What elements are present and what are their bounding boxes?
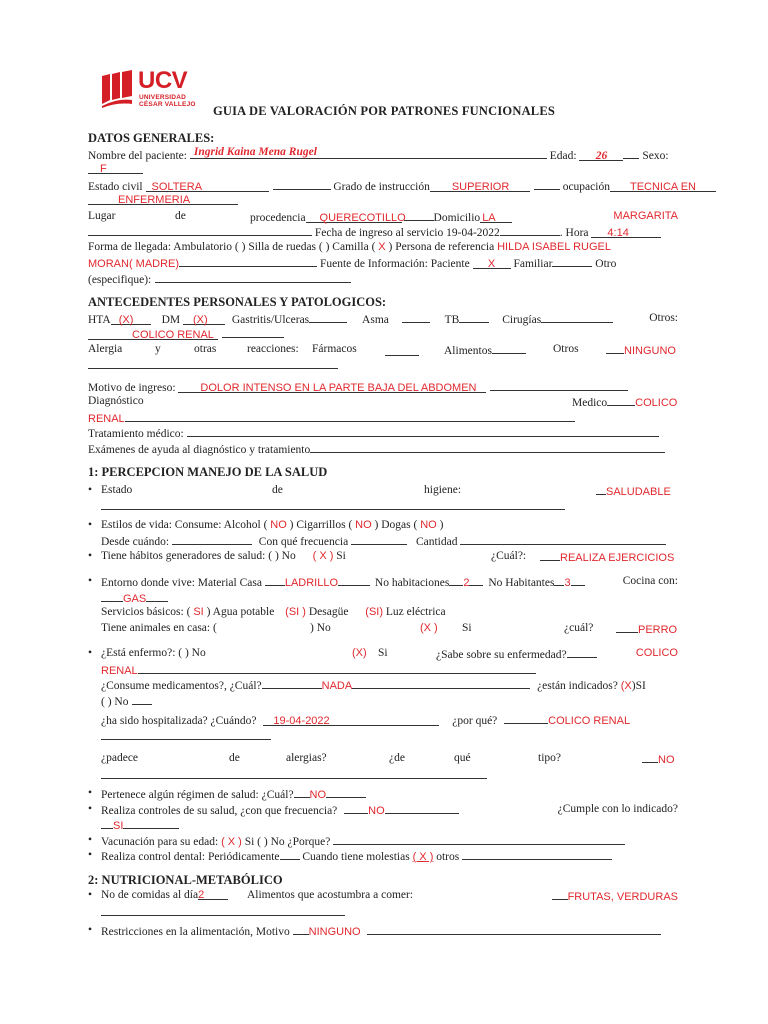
row-alergia-cont xyxy=(88,357,678,373)
label-otro: Otro xyxy=(595,258,617,270)
field-sabe[interactable] xyxy=(567,646,597,658)
value-drogas[interactable]: NO xyxy=(420,518,437,531)
field-hta[interactable] xyxy=(111,313,151,325)
row-regimen xyxy=(88,786,678,802)
label-animales-si: Si xyxy=(462,621,472,634)
section-nutricional: 2: NUTRICIONAL-METABÓLICO xyxy=(88,872,283,887)
label-servicios: Servicios básicos: ( xyxy=(101,606,191,618)
row-examenes xyxy=(88,441,678,457)
row-higiene xyxy=(88,483,678,499)
label-diagnostico: Diagnóstico xyxy=(88,395,144,407)
row-animales xyxy=(88,621,678,637)
field-ocupacion-cont[interactable] xyxy=(88,193,238,205)
value-comidas: 2 xyxy=(198,889,205,901)
field-ocupacion[interactable] xyxy=(610,180,716,192)
value-sexo: F xyxy=(100,163,107,175)
label-medicamentos: ¿Consume medicamentos?, ¿Cuál? xyxy=(101,680,262,692)
field-hospitalizada-cont[interactable] xyxy=(101,728,271,740)
bullet-icon: • xyxy=(88,802,93,815)
field-frecuencia[interactable] xyxy=(351,533,407,545)
label-estado-civil: Estado civil xyxy=(88,180,143,193)
row-cocina xyxy=(88,590,678,606)
label-padece-de-2: ¿de xyxy=(389,752,405,764)
label-fecha: Fecha de ingreso al servicio 19-04-2022 xyxy=(314,227,500,239)
row-medico-cont xyxy=(88,410,678,426)
field-dental-periodico[interactable] xyxy=(280,848,300,860)
label-desde: Desde cuándo: xyxy=(101,536,170,548)
row-sabe-cont xyxy=(88,662,678,678)
label-habitos: Tiene hábitos generadores de salud: ( ) No xyxy=(101,549,296,562)
label-animales: Tiene animales en casa: ( xyxy=(101,621,217,634)
value-hospitalizada: 19-04-2022 xyxy=(273,715,330,727)
label-desague: Desagüe xyxy=(308,606,349,618)
label-otros-2: Otros xyxy=(553,342,579,355)
label-porque: ¿por qué? xyxy=(452,715,498,727)
field-dm[interactable] xyxy=(183,313,225,325)
bullet-icon: • xyxy=(88,849,93,861)
row-especifique xyxy=(88,271,678,287)
value-desague-x[interactable]: (SI ) xyxy=(285,606,306,618)
bullet-icon: • xyxy=(88,483,93,496)
row-padece-cont xyxy=(88,767,678,783)
section-antecedentes: ANTECEDENTES PERSONALES Y PATOLOGICOS: xyxy=(88,295,387,309)
value-grado: SUPERIOR xyxy=(451,180,510,193)
row-tratamiento xyxy=(88,425,678,441)
field-higiene-cont[interactable] xyxy=(101,498,565,510)
label-indicados-si: )SI xyxy=(631,680,646,692)
value-persona-b: MORAN( MADRE) xyxy=(88,258,180,270)
field-estado-civil[interactable] xyxy=(146,180,269,192)
value-forma-x[interactable]: X xyxy=(378,240,386,253)
row-controles xyxy=(88,802,678,818)
label-especifique: (especifique): xyxy=(88,273,152,286)
label-asma: Asma xyxy=(362,313,389,326)
label-dental-molestias: Cuando tiene molestias xyxy=(302,851,410,863)
label-restricciones: Restricciones en la alimentación, Motivo xyxy=(101,926,290,938)
label-dm: DM xyxy=(161,313,181,326)
value-dm: (X) xyxy=(193,313,208,326)
row-higiene-cont xyxy=(88,498,678,514)
label-estilos: Estilos de vida: Consume: Alcohol ( xyxy=(101,518,268,531)
value-vacunacion-x[interactable]: ( X ) xyxy=(221,835,242,848)
label-drogas: ) Dogas ( xyxy=(374,518,418,531)
value-habitantes[interactable]: 3 xyxy=(564,577,571,589)
row-padece xyxy=(88,751,678,767)
value-hora: 4:14 xyxy=(607,227,629,239)
label-habitantes: No Habitantes xyxy=(488,577,555,589)
value-indicados-x[interactable]: (X xyxy=(620,680,632,692)
label-agua: ) Agua potable xyxy=(206,606,275,618)
row-hta xyxy=(88,311,678,327)
label-alimentos: Alimentos xyxy=(444,344,492,357)
row-forma-llegada xyxy=(88,240,678,256)
value-dental-x[interactable]: ( X ) xyxy=(412,851,434,863)
bullet-icon: • xyxy=(88,518,93,531)
field-motivo[interactable] xyxy=(178,381,486,393)
section-datos-generales: DATOS GENERALES: xyxy=(88,131,215,145)
label-cigarrillos: ) Cigarrillos ( xyxy=(289,518,353,531)
label-indicados: ¿están indicados? xyxy=(537,680,618,692)
field-hospitalizada[interactable] xyxy=(263,714,439,726)
label-fuente: Fuente de Información: Paciente xyxy=(319,258,470,270)
field-especifique[interactable] xyxy=(155,271,351,283)
label-cocina: Cocina con: xyxy=(622,575,678,587)
value-habitos-x[interactable]: ( X ) xyxy=(312,549,334,562)
label-cumple: ¿Cumple con lo indicado? xyxy=(557,802,678,815)
label-grado: Grado de instrucción xyxy=(333,180,430,193)
logo-sub-2: CÉSAR VALLEJO xyxy=(139,101,196,108)
value-animales: PERRO xyxy=(638,623,678,636)
label-familiar: Familiar xyxy=(513,258,553,270)
value-habitaciones[interactable]: 2 xyxy=(463,577,470,589)
section-percepcion: 1: PERCEPCION MANEJO DE LA SALUD xyxy=(88,465,328,479)
field-examenes[interactable] xyxy=(310,441,665,453)
row-hospitalizada-cont xyxy=(88,728,678,744)
label-padece-de: de xyxy=(229,752,240,764)
value-sabe-a: COLICO xyxy=(635,647,678,659)
form-title: GUIA DE VALORACIÓN POR PATRONES FUNCIONALES xyxy=(212,104,556,118)
label-examenes: Exámenes de ayuda al diagnóstico y tratamiento xyxy=(88,443,311,456)
label-padece-tipo: tipo? xyxy=(538,752,561,764)
row-medicamentos xyxy=(88,677,678,693)
label-de: de xyxy=(175,209,186,222)
field-medico[interactable] xyxy=(607,394,635,406)
value-medicamentos[interactable]: NADA xyxy=(321,680,353,692)
row-alimentos-cont xyxy=(88,904,678,920)
label-otras: otras xyxy=(194,342,217,355)
row-desde xyxy=(88,533,678,549)
label-nombre: Nombre del paciente: xyxy=(88,149,187,162)
value-alimentos-comer: FRUTAS, VERDURAS xyxy=(567,891,678,903)
value-fuente-x: X xyxy=(487,258,496,270)
field-animales[interactable] xyxy=(616,621,638,633)
value-alcohol[interactable]: NO xyxy=(270,518,287,531)
field-cirugias[interactable] xyxy=(541,311,613,323)
field-higiene[interactable] xyxy=(596,483,606,495)
label-gastritis: Gastritis/Ulceras xyxy=(231,313,310,326)
label-motivo: Motivo de ingreso: xyxy=(88,381,176,394)
field-medico-cont[interactable] xyxy=(125,410,575,422)
row-indicados-no xyxy=(88,693,678,709)
label-procedencia: procedencia xyxy=(250,211,306,224)
label-tratamiento: Tratamiento médico: xyxy=(88,428,184,440)
value-otros-2: NINGUNO xyxy=(624,344,676,357)
label-padece-alergias: alergias? xyxy=(286,752,327,764)
label-hora: . Hora xyxy=(559,227,589,239)
field-asma[interactable] xyxy=(402,311,430,323)
row-estilos: • Estilos de vida: Consume: Alcohol ( NO ) Cigarrillos ( NO ) Dogas ( NO ) xyxy=(88,518,678,534)
value-edad: 26 xyxy=(595,149,608,162)
value-ocupacion-b: ENFERMERIA xyxy=(118,194,191,206)
label-luz: Luz eléctrica xyxy=(385,606,446,618)
field-tratamiento[interactable] xyxy=(187,425,659,437)
label-tb: TB xyxy=(444,313,460,326)
label-cual: ¿Cuál?: xyxy=(491,549,527,562)
label-forma: Forma de llegada: Ambulatorio ( ) Silla de ruedas ( ) Camilla ( xyxy=(88,240,376,253)
value-domicilio-a: LA xyxy=(482,211,496,224)
field-gastritis[interactable] xyxy=(309,311,347,323)
field-tb[interactable] xyxy=(459,311,489,323)
value-material[interactable]: LADRILLO xyxy=(284,577,339,589)
bullet-icon: • xyxy=(88,647,93,659)
field-alergia-cont[interactable] xyxy=(88,357,338,369)
row-servicios xyxy=(88,605,678,621)
label-dental: Realiza control dental: Periódicamente xyxy=(101,851,280,863)
value-persona-a: HILDA ISABEL RUGEL xyxy=(497,240,611,253)
label-sexo: Sexo: xyxy=(642,149,669,162)
row-enfermo xyxy=(88,646,678,662)
label-de-higiene: de xyxy=(272,483,283,496)
label-y: y xyxy=(155,342,161,355)
field-desde[interactable] xyxy=(172,533,252,545)
label-alergia: Alergia xyxy=(88,342,123,355)
row-persona-cont xyxy=(88,255,678,271)
value-cocina[interactable]: GAS xyxy=(123,592,147,605)
value-cigarrillos[interactable]: NO xyxy=(355,518,372,531)
value-cual: REALIZA EJERCICIOS xyxy=(560,551,675,564)
bullet-icon: • xyxy=(88,924,93,936)
row-otros xyxy=(88,326,678,342)
row-lugar xyxy=(88,209,678,225)
value-animales-x[interactable]: (X ) xyxy=(420,621,438,634)
field-dental-otros[interactable] xyxy=(462,848,612,860)
label-ocupacion: ocupación xyxy=(562,180,610,193)
row-cumple xyxy=(88,817,678,833)
ucv-shield-icon xyxy=(100,70,134,108)
label-enfermo: ¿Está enfermo?: ( ) No xyxy=(101,647,206,659)
row-fecha xyxy=(88,224,678,240)
label-entorno: Entorno donde vive: Material Casa xyxy=(101,577,262,589)
value-luz-x[interactable]: (SI) xyxy=(365,606,384,618)
value-cumple[interactable]: SI xyxy=(113,820,124,832)
form-body xyxy=(88,122,696,939)
value-nombre: Ingrid Kaina Mena Rugel xyxy=(193,145,317,158)
label-animales-no: ) No xyxy=(310,621,331,634)
label-padece: ¿padece xyxy=(101,752,139,764)
field-procedencia[interactable] xyxy=(306,211,406,224)
label-lugar: Lugar xyxy=(88,209,116,222)
group-cual xyxy=(540,549,674,567)
field-cantidad[interactable] xyxy=(460,533,666,545)
value-medico-b: RENAL xyxy=(88,412,125,425)
label-controles: Realiza controles de su salud, ¿con que frecuencia? xyxy=(101,804,338,817)
logo-sub-1: UNIVERSIDAD xyxy=(139,94,186,101)
bullet-icon: • xyxy=(88,787,93,799)
value-ocupacion-a: TECNICA EN xyxy=(629,180,696,193)
value-higiene: SALUDABLE xyxy=(606,485,671,498)
label-habitos-si: Si xyxy=(336,549,346,562)
label-domicilio: Domicilio xyxy=(433,211,481,224)
field-edad[interactable] xyxy=(579,149,623,161)
field-domicilio[interactable] xyxy=(480,211,512,223)
row-entorno xyxy=(88,574,678,590)
value-controles[interactable]: NO xyxy=(368,804,385,817)
logo-text: UCV xyxy=(138,67,188,94)
field-otros[interactable] xyxy=(88,328,218,340)
bullet-icon: • xyxy=(88,889,93,901)
value-hta: (X) xyxy=(118,313,134,326)
field-alimentos-cont[interactable] xyxy=(101,904,345,916)
label-farmacos: Fármacos xyxy=(312,342,357,355)
field-farmacos[interactable] xyxy=(385,344,419,356)
label-persona: ) Persona de referencia xyxy=(388,240,495,253)
label-edad: Edad: xyxy=(549,149,577,162)
value-medico-a: COLICO xyxy=(635,397,678,409)
value-motivo: DOLOR INTENSO EN LA PARTE BAJA DEL ABDOMEN xyxy=(200,381,477,394)
label-dental-otros: otros xyxy=(436,851,460,863)
bullet-icon: • xyxy=(88,549,93,562)
value-domicilio-b: MARGARITA xyxy=(613,209,678,222)
value-estado-civil: SOLTERA xyxy=(151,180,203,193)
value-otros: COLICO RENAL xyxy=(132,329,214,341)
label-sabe: ¿Sabe sobre su enfermedad? xyxy=(436,649,567,661)
field-alimentos[interactable] xyxy=(492,342,526,354)
row-habitos xyxy=(88,549,678,565)
row-hospitalizada xyxy=(88,712,678,728)
label-vacunacion: Vacunación para su edad: xyxy=(101,835,219,848)
label-medico: Medico xyxy=(572,397,608,409)
row-vacunacion xyxy=(88,833,678,849)
field-porque[interactable] xyxy=(504,712,548,724)
row-ocupacion-cont xyxy=(88,193,678,209)
field-nombre[interactable] xyxy=(190,147,547,159)
label-cirugias: Cirugías xyxy=(502,313,542,326)
label-vacunacion-si: Si ( ) No ¿Porque? xyxy=(244,835,331,848)
row-dental xyxy=(88,848,678,864)
label-animales-cual: ¿cuál? xyxy=(564,621,594,634)
value-sabe-b: RENAL xyxy=(101,664,138,677)
value-padece: NO xyxy=(658,754,675,766)
row-diagnostico xyxy=(88,394,678,410)
value-regimen[interactable]: NO xyxy=(309,789,327,801)
label-hospitalizada: ¿ha sido hospitalizada? ¿Cuándo? xyxy=(101,715,257,727)
label-higiene: higiene: xyxy=(424,483,462,496)
field-padece-cont[interactable] xyxy=(101,767,487,779)
group-animales xyxy=(616,621,677,639)
field-sexo[interactable] xyxy=(88,162,143,174)
label-enfermo-si: Si xyxy=(378,647,388,659)
row-alergia xyxy=(88,342,678,358)
label-cantidad: Cantidad xyxy=(415,536,458,548)
bullet-icon: • xyxy=(88,833,93,846)
row-comidas xyxy=(88,888,678,904)
label-estado-higiene: Estado xyxy=(101,483,133,496)
field-alimentos-comer[interactable] xyxy=(552,888,568,900)
value-porque: COLICO RENAL xyxy=(548,715,631,727)
label-indicados-no: ( ) No xyxy=(101,695,129,708)
row-restricciones xyxy=(88,923,678,939)
label-frecuencia: Con qué frecuencia xyxy=(258,536,349,548)
label-reacciones: reacciones: xyxy=(247,342,299,355)
label-regimen: Pertenece algún régimen de salud: ¿Cuál? xyxy=(101,789,294,801)
field-comidas[interactable] xyxy=(198,888,228,900)
label-hta: HTA xyxy=(88,313,111,326)
field-fuente[interactable] xyxy=(473,257,511,269)
field-hora[interactable] xyxy=(591,226,661,238)
label-comidas: No de comidas al día xyxy=(101,889,199,901)
row-sexo xyxy=(88,162,678,178)
row-estado-civil xyxy=(88,178,696,194)
label-otros: Otros: xyxy=(649,311,678,324)
bullet-icon: • xyxy=(88,575,93,587)
value-enfermo-x[interactable]: (X) xyxy=(352,647,367,659)
label-alimentos-comer: Alimentos que acostumbra a comer: xyxy=(246,889,414,901)
value-procedencia: QUERECOTILLO xyxy=(319,211,406,224)
value-agua-x[interactable]: SI xyxy=(193,606,204,618)
row-nombre xyxy=(88,147,678,163)
field-padece[interactable] xyxy=(642,751,658,763)
field-cual[interactable] xyxy=(540,549,560,561)
row-motivo xyxy=(88,379,678,395)
field-vacunacion-porque[interactable] xyxy=(333,833,625,845)
label-habitaciones: No habitaciones xyxy=(374,577,450,589)
field-otros-2[interactable] xyxy=(606,342,624,354)
value-restricciones[interactable]: NINGUNO xyxy=(308,926,361,938)
field-grado[interactable] xyxy=(430,180,530,192)
label-padece-que: qué xyxy=(454,752,471,764)
